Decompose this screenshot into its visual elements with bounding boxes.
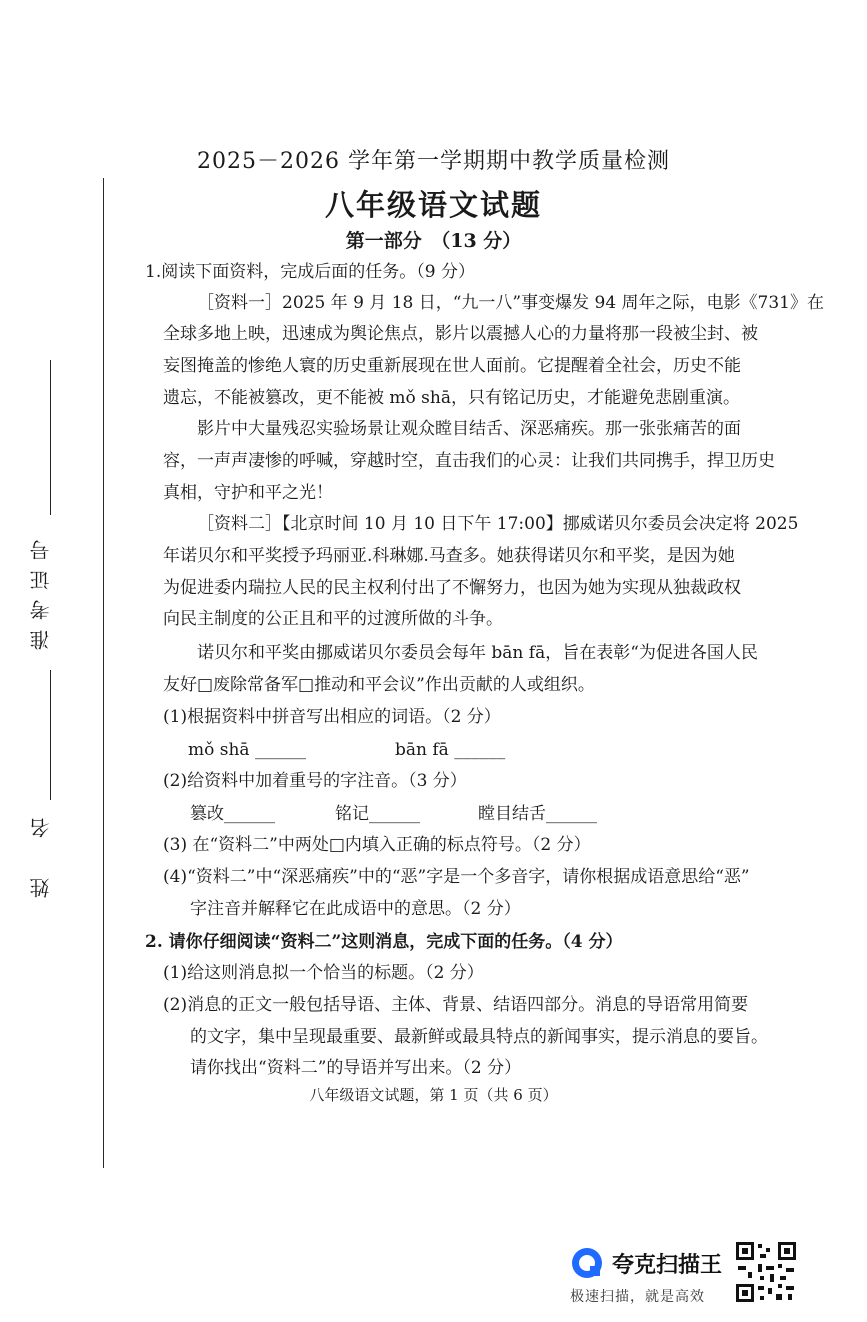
name-underline: [50, 670, 51, 800]
material-2-line: 为促进委内瑞拉人民的民主权利付出了不懈努力，也因为她为实现从独裁政权: [163, 578, 741, 598]
material-1-line: 真相，守护和平之光！: [163, 483, 333, 503]
subquestion-4: (4)“资料二”中“深恶痛疾”中的“恶”字是一个多音字，请你根据成语意思给“恶”: [163, 867, 750, 887]
subject-title: 八年级语文试题: [324, 188, 542, 222]
material-1-line: 容，一声声凄惨的呼喊，穿越时空，直击我们的心灵：让我们共同携手，捍卫历史: [163, 451, 775, 471]
material-2-line: 年诺贝尔和平奖授予玛丽亚.科琳娜.马查多。她获得诺贝尔和平奖，是因为她: [163, 546, 735, 566]
exam-id-underline: [50, 360, 51, 515]
material-2-line: 诺贝尔和平奖由挪威诺贝尔委员会每年 bān fā，旨在表彰“为促进各国人民: [197, 643, 758, 663]
quark-logo-icon: [570, 1246, 604, 1280]
brand-slogan: 极速扫描，就是高效: [570, 1289, 705, 1305]
subquestion-3: (3) 在“资料二”中两处□内填入正确的标点符号。（2 分）: [163, 835, 591, 855]
material-2-line: 向民主制度的公正且和平的过渡所做的斗争。: [163, 609, 503, 629]
answer-blank[interactable]: 瞠目结舌______: [478, 804, 597, 824]
subquestion-2: 请你找出“资料二”的导语并写出来。（2 分）: [190, 1058, 522, 1078]
question-2-stem: 2. 请你仔细阅读“资料二”这则消息，完成下面的任务。（4 分）: [145, 932, 623, 952]
page-footer: 八年级语文试题，第 1 页（共 6 页）: [309, 1086, 558, 1104]
answer-blank[interactable]: bān fā ______: [395, 740, 506, 760]
brand-name: 夸克扫描王: [612, 1253, 723, 1278]
subquestion-4: 字注音并解释它在此成语中的意思。（2 分）: [190, 899, 521, 919]
material-1-line: ［资料一］2025 年 9 月 18 日，“九一八”事变爆发 94 周年之际，电影《731》在: [197, 293, 824, 313]
subquestion-2: (2)消息的正文一般包括导语、主体、背景、结语四部分。消息的导语常用简要: [163, 995, 749, 1015]
binding-line: [103, 178, 104, 1168]
answer-blank[interactable]: 铭记______: [335, 804, 420, 824]
exam-id-label: 准考证号: [29, 530, 53, 650]
material-1-line: 影片中大量残忍实验场景让观众瞠目结舌、深恶痛疾。那一张张痛苦的面: [197, 419, 741, 439]
section-title: 第一部分 （13 分）: [345, 230, 522, 252]
subquestion-2: 的文字，集中呈现最重要、最新鲜或最具特点的新闻事实，提示消息的要旨。: [190, 1027, 768, 1047]
name-label: 姓 名: [29, 808, 53, 898]
question-1-stem: 1.阅读下面资料，完成后面的任务。（9 分）: [145, 262, 475, 282]
subquestion-1: (1)给这则消息拟一个恰当的标题。（2 分）: [163, 963, 484, 983]
answer-blank[interactable]: mǒ shā ______: [188, 740, 306, 760]
material-1-line: 遗忘，不能被篡改，更不能被 mǒ shā，只有铭记历史，才能避免悲剧重演。: [163, 388, 740, 408]
qr-code-icon: [734, 1240, 798, 1304]
subquestion-1: (1)根据资料中拼音写出相应的词语。（2 分）: [163, 707, 501, 727]
material-1-line: 全球多地上映，迅速成为舆论焦点，影片以震撼人心的力量将那一段被尘封、被: [163, 324, 758, 344]
material-1-line: 妄图掩盖的惨绝人寰的历史重新展现在世人面前。它提醒着全社会，历史不能: [163, 356, 741, 376]
material-2-line: 友好□废除常备军□推动和平会议”作出贡献的人或组织。: [163, 675, 595, 695]
exam-title: 2025－2026 学年第一学期期中教学质量检测: [197, 149, 670, 174]
answer-blank[interactable]: 篡改______: [190, 804, 275, 824]
material-2-line: ［资料二］【北京时间 10 月 10 日下午 17:00】挪威诺贝尔委员会决定将 2025: [197, 514, 799, 534]
subquestion-2: (2)给资料中加着重号的字注音。（3 分）: [163, 771, 467, 791]
